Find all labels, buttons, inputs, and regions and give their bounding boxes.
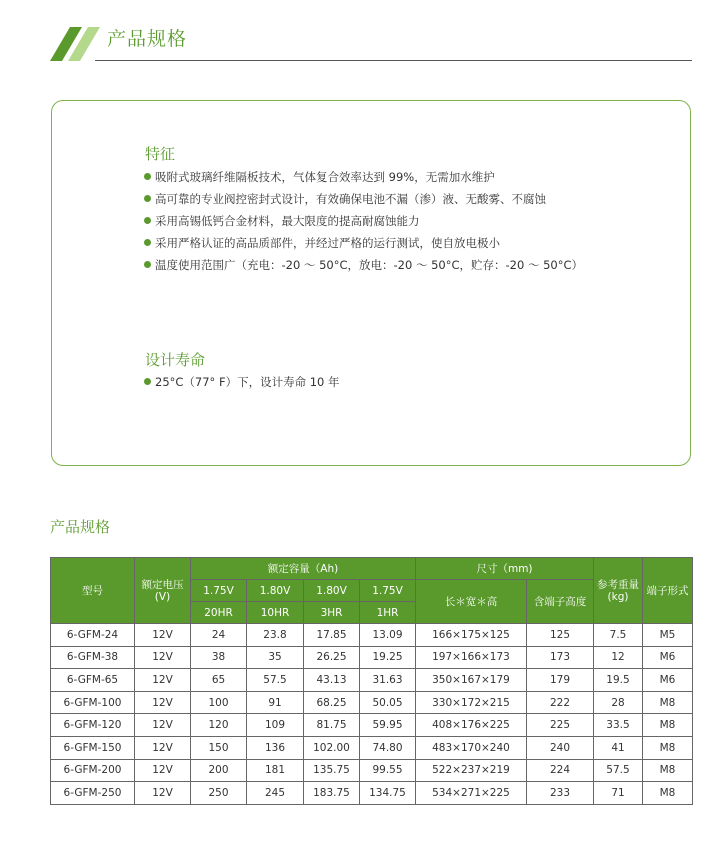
cell-voltage: 12V <box>135 691 191 714</box>
bullet-icon <box>144 217 151 224</box>
table-row <box>51 736 693 759</box>
table-row <box>51 759 693 782</box>
header-cap-rate: 10HR <box>247 602 304 624</box>
cell-cap-20hr: 24 <box>191 624 247 647</box>
cell-model: 6-GFM-250 <box>51 782 135 805</box>
cell-model: 6-GFM-65 <box>51 669 135 692</box>
cell-terminal-type: M8 <box>643 759 693 782</box>
cell-terminal-height: 125 <box>527 624 594 647</box>
header-cap-voltage: 1.75V <box>360 580 416 602</box>
cell-cap-3hr: 102.00 <box>304 736 360 759</box>
cell-cap-3hr: 183.75 <box>304 782 360 805</box>
cell-terminal-height: 179 <box>527 669 594 692</box>
cell-terminal-type: M6 <box>643 646 693 669</box>
table-row <box>51 714 693 737</box>
cell-cap-20hr: 150 <box>191 736 247 759</box>
cell-cap-10hr: 136 <box>247 736 304 759</box>
header-terminal-type: 端子形式 <box>643 558 693 624</box>
cell-cap-10hr: 23.8 <box>247 624 304 647</box>
cell-terminal-height: 224 <box>527 759 594 782</box>
list-item: 采用高锡低钙合金材料，最大限度的提高耐腐蚀能力 <box>144 210 583 232</box>
cell-model: 6-GFM-200 <box>51 759 135 782</box>
cell-cap-3hr: 135.75 <box>304 759 360 782</box>
cell-cap-20hr: 65 <box>191 669 247 692</box>
header-divider <box>95 60 692 61</box>
cell-model: 6-GFM-24 <box>51 624 135 647</box>
cell-voltage: 12V <box>135 669 191 692</box>
cell-terminal-height: 173 <box>527 646 594 669</box>
cell-voltage: 12V <box>135 782 191 805</box>
table-row <box>51 691 693 714</box>
cell-terminal-type: M8 <box>643 691 693 714</box>
cell-cap-1hr: 74.80 <box>360 736 416 759</box>
cell-terminal-height: 240 <box>527 736 594 759</box>
header-capacity: 额定容量（Ah) <box>191 558 416 580</box>
cell-voltage: 12V <box>135 624 191 647</box>
bullet-icon <box>144 173 151 180</box>
design-life-title: 设计寿命 <box>145 351 206 369</box>
list-item: 采用严格认证的高品质部件，并经过严格的运行测试，使自放电极小 <box>144 232 583 254</box>
features-list <box>144 166 583 276</box>
list-item: 25°C（77° F）下，设计寿命 10 年 <box>144 371 340 393</box>
spec-section-title: 产品规格 <box>50 518 111 536</box>
cell-model: 6-GFM-100 <box>51 691 135 714</box>
cell-cap-10hr: 57.5 <box>247 669 304 692</box>
cell-cap-20hr: 38 <box>191 646 247 669</box>
cell-lwh: 408×176×225 <box>416 714 527 737</box>
cell-weight: 28 <box>594 691 643 714</box>
cell-voltage: 12V <box>135 714 191 737</box>
table-row <box>51 782 693 805</box>
bullet-icon <box>144 378 151 385</box>
bullet-icon <box>144 195 151 202</box>
cell-cap-3hr: 17.85 <box>304 624 360 647</box>
cell-lwh: 522×237×219 <box>416 759 527 782</box>
cell-cap-10hr: 109 <box>247 714 304 737</box>
cell-cap-1hr: 19.25 <box>360 646 416 669</box>
table-row <box>51 646 693 669</box>
design-life-list <box>144 371 340 393</box>
cell-terminal-type: M5 <box>643 624 693 647</box>
cell-cap-1hr: 134.75 <box>360 782 416 805</box>
cell-cap-3hr: 81.75 <box>304 714 360 737</box>
cell-terminal-height: 233 <box>527 782 594 805</box>
cell-cap-20hr: 250 <box>191 782 247 805</box>
cell-weight: 57.5 <box>594 759 643 782</box>
cell-lwh: 197×166×173 <box>416 646 527 669</box>
header-terminal-height: 含端子高度 <box>527 580 594 624</box>
cell-cap-20hr: 120 <box>191 714 247 737</box>
features-title: 特征 <box>145 145 176 163</box>
list-item: 吸附式玻璃纤维隔板技术，气体复合效率达到 99%，无需加水维护 <box>144 166 583 188</box>
table-row <box>51 624 693 647</box>
cell-terminal-type: M8 <box>643 736 693 759</box>
cell-cap-1hr: 13.09 <box>360 624 416 647</box>
header-stripes-icon <box>50 27 100 61</box>
table-row <box>51 669 693 692</box>
header-cap-voltage: 1.80V <box>247 580 304 602</box>
cell-terminal-type: M8 <box>643 714 693 737</box>
cell-cap-20hr: 100 <box>191 691 247 714</box>
cell-cap-1hr: 99.55 <box>360 759 416 782</box>
header-cap-rate: 20HR <box>191 602 247 624</box>
header-cap-voltage: 1.75V <box>191 580 247 602</box>
cell-lwh: 350×167×179 <box>416 669 527 692</box>
cell-cap-20hr: 200 <box>191 759 247 782</box>
cell-lwh: 483×170×240 <box>416 736 527 759</box>
list-item: 温度使用范围广（充电：-20 ～ 50°C，放电：-20 ～ 50°C，贮存：-20 ～ 50°C） <box>144 254 583 276</box>
cell-lwh: 330×172×215 <box>416 691 527 714</box>
cell-weight: 71 <box>594 782 643 805</box>
cell-cap-3hr: 68.25 <box>304 691 360 714</box>
header-cap-rate: 3HR <box>304 602 360 624</box>
header-cap-voltage: 1.80V <box>304 580 360 602</box>
cell-cap-10hr: 181 <box>247 759 304 782</box>
cell-weight: 12 <box>594 646 643 669</box>
cell-terminal-type: M8 <box>643 782 693 805</box>
cell-voltage: 12V <box>135 736 191 759</box>
spec-table <box>50 557 693 805</box>
header-lwh: 长＊宽＊高 <box>416 580 527 624</box>
cell-cap-1hr: 31.63 <box>360 669 416 692</box>
page-title: 产品规格 <box>107 28 188 50</box>
header-model: 型号 <box>51 558 135 624</box>
cell-weight: 19.5 <box>594 669 643 692</box>
cell-voltage: 12V <box>135 646 191 669</box>
header-weight: 参考重量 (kg) <box>594 558 643 624</box>
cell-terminal-type: M6 <box>643 669 693 692</box>
cell-cap-10hr: 35 <box>247 646 304 669</box>
cell-model: 6-GFM-38 <box>51 646 135 669</box>
cell-voltage: 12V <box>135 759 191 782</box>
cell-cap-3hr: 43.13 <box>304 669 360 692</box>
cell-terminal-height: 225 <box>527 714 594 737</box>
bullet-icon <box>144 261 151 268</box>
cell-cap-1hr: 50.05 <box>360 691 416 714</box>
cell-weight: 33.5 <box>594 714 643 737</box>
cell-weight: 7.5 <box>594 624 643 647</box>
cell-terminal-height: 222 <box>527 691 594 714</box>
cell-model: 6-GFM-150 <box>51 736 135 759</box>
header-size: 尺寸（mm) <box>416 558 594 580</box>
cell-lwh: 166×175×125 <box>416 624 527 647</box>
cell-cap-10hr: 91 <box>247 691 304 714</box>
cell-cap-3hr: 26.25 <box>304 646 360 669</box>
cell-cap-10hr: 245 <box>247 782 304 805</box>
header-cap-rate: 1HR <box>360 602 416 624</box>
cell-cap-1hr: 59.95 <box>360 714 416 737</box>
cell-model: 6-GFM-120 <box>51 714 135 737</box>
cell-weight: 41 <box>594 736 643 759</box>
list-item: 高可靠的专业阀控密封式设计，有效确保电池不漏（渗）液、无酸雾、不腐蚀 <box>144 188 583 210</box>
header-voltage: 额定电压 (V) <box>135 558 191 624</box>
bullet-icon <box>144 239 151 246</box>
cell-lwh: 534×271×225 <box>416 782 527 805</box>
